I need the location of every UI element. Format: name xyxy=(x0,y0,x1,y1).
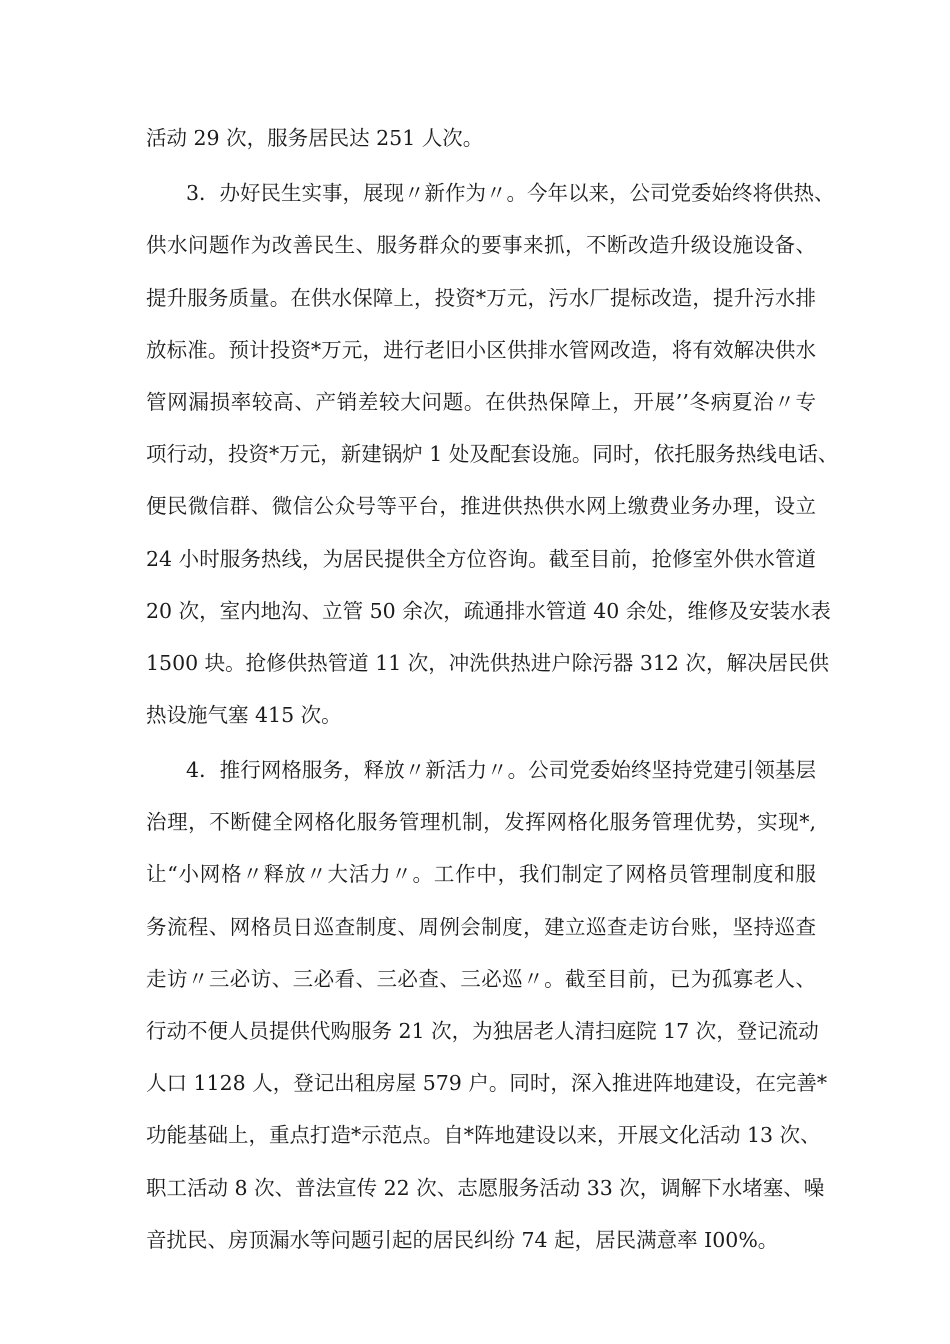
paragraph-2-line-5: 管网漏损率较高、产销差较大问题。在供热保障上，开展’’冬病夏治〃专 xyxy=(146,390,816,414)
paragraph-2-line-7: 便民微信群、微信公众号等平台，推进供热供水网上缴费业务办理，设立 xyxy=(146,494,816,518)
paragraph-2-line-2: 供水问题作为改善民生、服务群众的要事来抓，不断改造升级设施设备、 xyxy=(146,233,816,257)
paragraph-3-line-7: 人口 1128 人，登记出租房屋 579 户。同时，深入推进阵地建设，在完善* xyxy=(146,1071,828,1095)
paragraph-3-line-3: 让“小网格〃释放〃大活力〃。工作中，我们制定了网格员管理制度和服 xyxy=(146,862,816,886)
paragraph-3-line-5: 走访〃三必访、三必看、三必查、三必巡〃。截至目前，已为孤寡老人、 xyxy=(146,967,816,991)
paragraph-2-line-1: 3．办好民生实事，展现〃新作为〃。今年以来，公司党委始终将供热、 xyxy=(186,181,835,205)
paragraph-1-line-1: 活动 29 次，服务居民达 251 人次。 xyxy=(146,126,484,150)
paragraph-2-line-9: 20 次，室内地沟、立管 50 余次，疏通排水管道 40 余处，维修及安装水表 xyxy=(146,599,831,623)
paragraph-2-line-8: 24 小时服务热线，为居民提供全方位咨询。截至目前，抢修室外供水管道 xyxy=(146,547,816,571)
paragraph-3-line-8: 功能基础上，重点打造*示范点。自*阵地建设以来，开展文化活动 13 次、 xyxy=(146,1123,821,1147)
paragraph-2-line-10: 1500 块。抢修供热管道 11 次，冲洗供热进户除污器 312 次，解决居民供 xyxy=(146,651,829,675)
paragraph-2-line-3: 提升服务质量。在供水保障上，投资*万元，污水厂提标改造，提升污水排 xyxy=(146,286,816,310)
paragraph-3-line-2: 治理，不断健全网格化服务管理机制，发挥网格化服务管理优势，实现*, xyxy=(146,810,816,834)
paragraph-2-line-6: 项行动，投资*万元，新建锅炉 1 处及配套设施。同时，依托服务热线电话、 xyxy=(146,442,839,466)
paragraph-3-line-4: 务流程、网格员日巡查制度、周例会制度，建立巡查走访台账，坚持巡查 xyxy=(146,915,816,939)
paragraph-3-line-10: 音扰民、房顶漏水等问题引起的居民纠纷 74 起，居民满意率 I00%。 xyxy=(146,1228,779,1252)
paragraph-2-line-4: 放标准。预计投资*万元，进行老旧小区供排水管网改造，将有效解决供水 xyxy=(146,338,816,362)
paragraph-3-line-1: 4．推行网格服务，释放〃新活力〃。公司党委始终坚持党建引领基层 xyxy=(186,758,816,782)
paragraph-3-line-9: 职工活动 8 次、普法宣传 22 次、志愿服务活动 33 次，调解下水堵塞、噪 xyxy=(146,1176,825,1200)
paragraph-3-line-6: 行动不便人员提供代购服务 21 次，为独居老人清扫庭院 17 次，登记流动 xyxy=(146,1019,819,1043)
paragraph-2-line-11: 热设施气塞 415 次。 xyxy=(146,703,342,727)
